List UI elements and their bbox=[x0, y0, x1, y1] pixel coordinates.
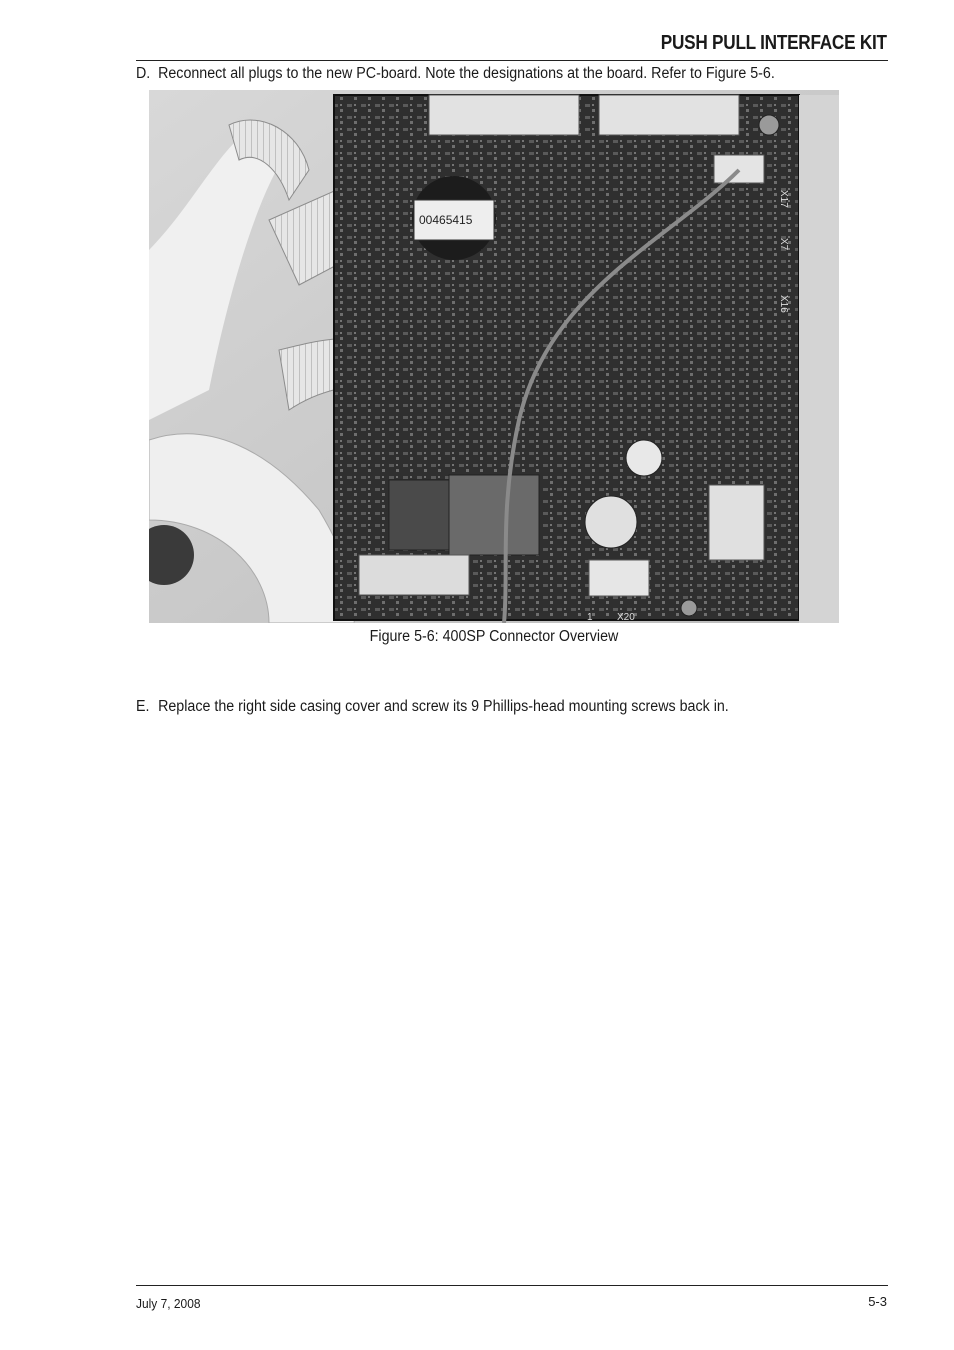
footer-date: July 7, 2008 bbox=[136, 1296, 201, 1311]
label-x16: X16 bbox=[778, 295, 789, 313]
figure-caption: Figure 5-6: 400SP Connector Overview bbox=[369, 628, 619, 645]
step-d-text: Reconnect all plugs to the new PC-board. Note the designations at the board. Refer to Figure 5-6. bbox=[158, 65, 775, 82]
label-x17: X17 bbox=[778, 190, 789, 208]
label-x20: X20 bbox=[617, 612, 635, 623]
chip-label: 00465415 bbox=[419, 213, 473, 227]
page-number: 5-3 bbox=[868, 1294, 887, 1309]
label-x7: X7 bbox=[778, 238, 789, 251]
step-d-letter: D. bbox=[136, 65, 151, 82]
footer-rule bbox=[136, 1285, 888, 1286]
step-e bbox=[136, 698, 729, 716]
header-rule bbox=[136, 60, 888, 61]
label-1: 1 bbox=[587, 612, 593, 623]
document-header-title: PUSH PULL INTERFACE KIT bbox=[661, 32, 887, 54]
step-e-text: Replace the right side casing cover and screw its 9 Phillips-head mounting screws back in. bbox=[158, 698, 729, 715]
pcb-photo bbox=[149, 90, 839, 623]
step-e-letter: E. bbox=[136, 698, 150, 715]
step-d bbox=[136, 65, 775, 83]
